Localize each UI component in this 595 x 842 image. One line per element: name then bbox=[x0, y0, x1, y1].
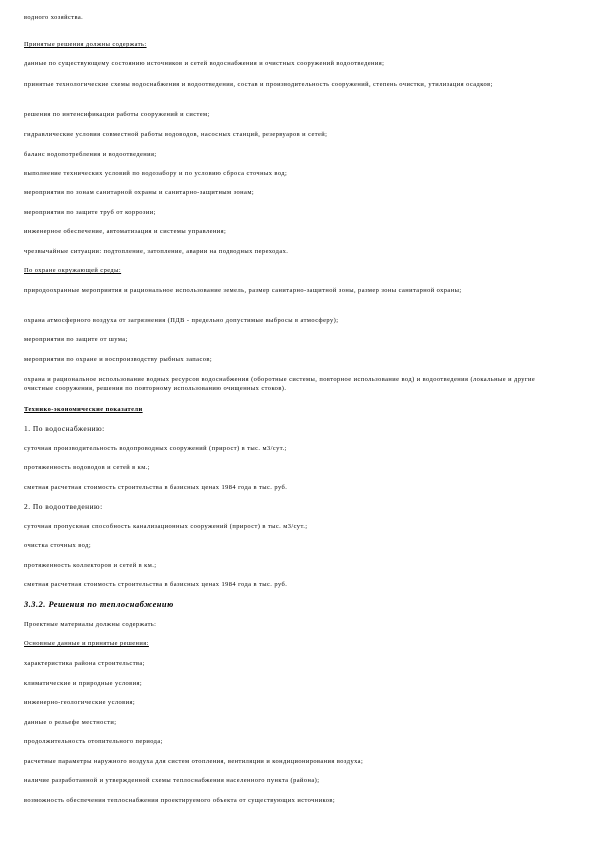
text-line: мероприятия по защите труб от коррозии; bbox=[24, 209, 156, 216]
text-line: мероприятия по защите от шума; bbox=[24, 336, 128, 343]
text-line: мероприятия по зонам санитарной охраны и санитарно-защитным зонам; bbox=[24, 189, 255, 196]
text-line: расчетные параметры наружного воздуха для систем отопления, вентиляции и кондиционирования воздуха; bbox=[24, 758, 364, 765]
section-subheading: Технико-экономические показатели bbox=[24, 406, 143, 413]
section-subheading: По охране окружающей среды: bbox=[24, 267, 122, 274]
text-line: протяженность водоводов и сетей в км.; bbox=[24, 464, 151, 471]
text-line: очистка сточных вод; bbox=[24, 542, 92, 549]
text-paragraph: природоохранные мероприятия и рациональное использование земель, размер санитарно-защитной зоны, размер зоны санитарной охраны; bbox=[24, 287, 462, 294]
text-line: инженерное обеспечение, автоматизация и системы управления; bbox=[24, 228, 227, 235]
text-line: инженерно-геологические условия; bbox=[24, 699, 136, 706]
text-line: выполнение технических условий по водозабору и по условию сброса сточных вод; bbox=[24, 170, 288, 177]
numbered-heading: 2. По водоотведению: bbox=[24, 502, 103, 511]
text-line: продолжительность отопительного периода; bbox=[24, 738, 163, 745]
numbered-heading: 1. По водоснабжению: bbox=[24, 424, 105, 433]
text-paragraph: принятые технологические схемы водоснабжения и водоотведения, состав и производительность сооружений, степень очистки, утилизация осадков; bbox=[24, 81, 493, 88]
text-line: чрезвычайные ситуации: подтопление, затопление, аварии на подводных переходах. bbox=[24, 248, 289, 255]
text-line: гидравлические условия совместной работы водоводов, насосных станций, резервуаров и сетей; bbox=[24, 131, 328, 138]
text-line: сметная расчетная стоимость строительства в базисных ценах 1984 года в тыс. руб. bbox=[24, 581, 288, 588]
text-line: охрана атмосферного воздуха от загрязнения (ПДВ - предельно допустимые выбросы в атмосферу); bbox=[24, 317, 339, 324]
section-subheading: Принятые решения должны содержать: bbox=[24, 41, 147, 48]
text-line: данные по существующему состоянию источников и сетей водоснабжения и очистных сооружений водоотведения; bbox=[24, 60, 385, 67]
text-line: решения по интенсификации работы сооружений и систем; bbox=[24, 111, 210, 118]
text-line: протяженность коллекторов и сетей в км.; bbox=[24, 562, 157, 569]
text-line: характеристика района строительства; bbox=[24, 660, 145, 667]
text-line: суточная пропускная способность канализационных сооружений (прирост) в тыс. м3/сут.; bbox=[24, 523, 308, 530]
text-line: данные о рельефе местности; bbox=[24, 719, 117, 726]
text-line: климатические и природные условия; bbox=[24, 680, 143, 687]
section-heading: 3.3.2. Решения по теплоснабжению bbox=[24, 600, 174, 609]
text-line: сметная расчетная стоимость строительства в базисных ценах 1984 года в тыс. руб. bbox=[24, 484, 288, 491]
text-line: возможность обеспечения теплоснабжения проектируемого объекта от существующих источников; bbox=[24, 797, 336, 804]
text-line: водного хозяйства. bbox=[24, 14, 84, 21]
section-subheading: Основные данные и принятые решения: bbox=[24, 640, 149, 647]
text-line: наличие разработанной и утвержденной схемы теплоснабжения населенного пункта (района); bbox=[24, 777, 320, 784]
text-line: Проектные материалы должны содержать: bbox=[24, 621, 157, 628]
text-line: баланс водопотребления и водоотведения; bbox=[24, 151, 157, 158]
text-line: мероприятия по охране и воспроизводству рыбных запасов; bbox=[24, 356, 213, 363]
text-line: суточная производительность водопроводных сооружений (прирост) в тыс. м3/сут.; bbox=[24, 445, 287, 452]
text-paragraph: охрана и рациональное использование водных ресурсов водоснабжения (оборотные системы, повторное использование вод) и водоотведения (локальные и другие очистные сооружения, решения по повторному использованию очищенных стоков). bbox=[24, 376, 536, 392]
